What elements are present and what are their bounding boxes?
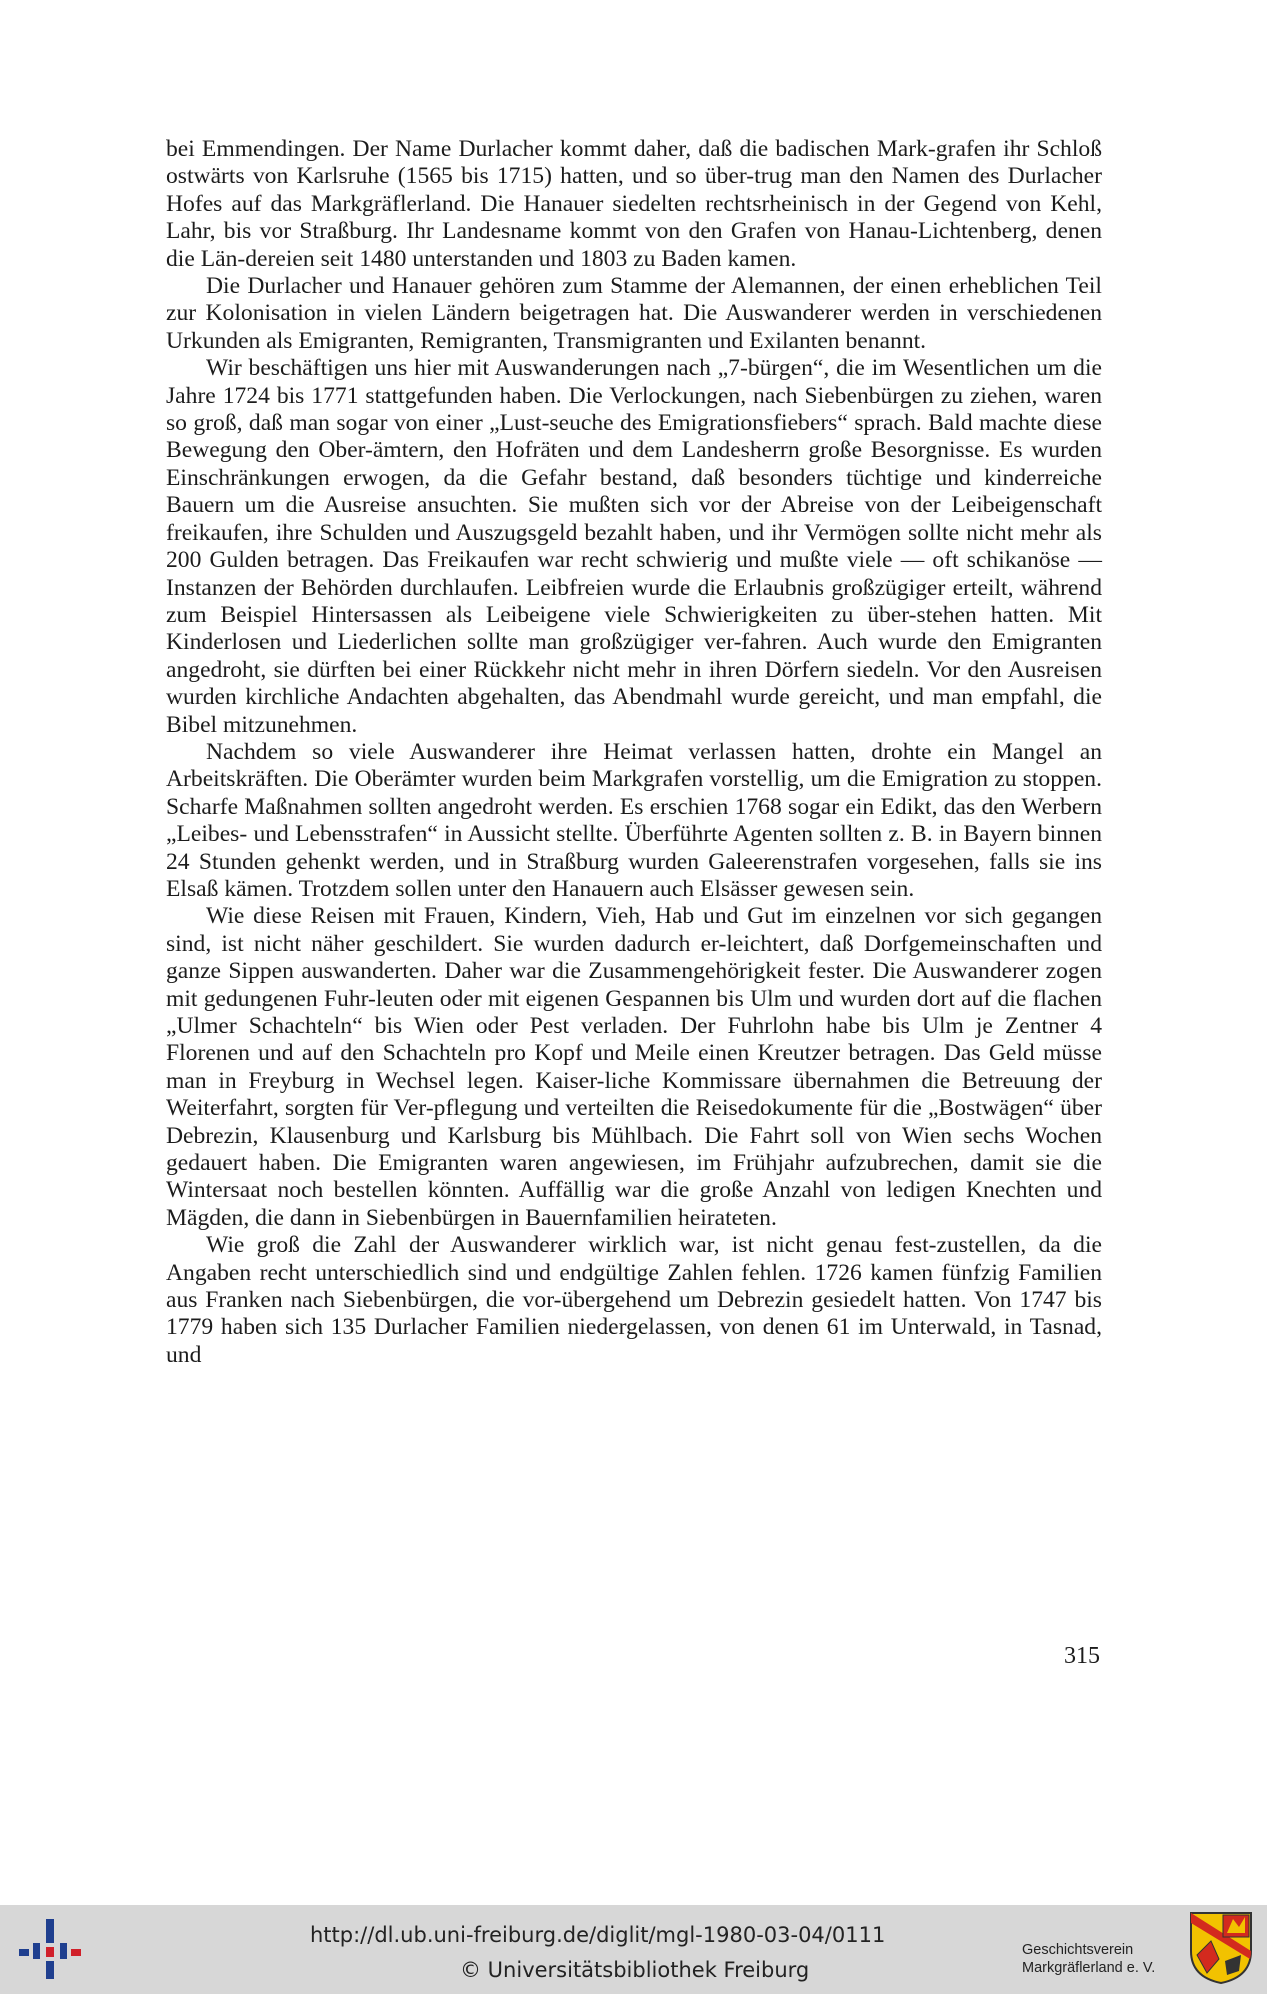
paragraph-6: Wie groß die Zahl der Auswanderer wirklich war, ist nicht genau fest-zustellen, da die Angaben recht unterschiedlich sind und endgültige Zahlen fehlen. 1726 kamen fünfzig Familien aus Franken nach Siebenbürgen, die vor-übergehend um Debrezin gesiedelt hatten. Von 1747 bis 1779 haben sich 135 Durlacher Familien niedergelassen, von denen 61 im Unterwald, in Tasnad, und: [166, 1232, 1102, 1368]
society-name-line-1: Geschichtsverein: [1022, 1942, 1134, 1958]
paragraph-3: Wir beschäftigen uns hier mit Auswanderungen nach „7-bürgen“, die im Wesentlichen um die Jahre 1724 bis 1771 stattgefunden haben. Die Verlockungen, nach Siebenbürgen zu ziehen, waren so groß, daß man sogar von einer „Lust-seuche des Emigrationsfiebers“ sprach. Bald machte diese Bewegung den Ober-ämtern, den Hofräten und dem Landesherrn große Besorgnisse. Es wurden Einschränkungen erwogen, da die Gefahr bestand, daß besonders tüchtige und kinderreiche Bauern um die Ausreise ansuchten. Sie mußten sich vor der Abreise von der Leibeigenschaft freikaufen, ihre Schulden und Auszugsgeld bezahlt haben, und ihr Vermögen sollte nicht mehr als 200 Gulden betragen. Das Freikaufen war recht schwierig und mußte viele — oft schikanöse — Instanzen der Behörden durchlaufen. Leibfreien wurde die Erlaubnis großzügiger erteilt, während zum Beispiel Hintersassen als Leibeigene viele Schwierigkeiten zu über-stehen hatten. Mit Kinderlosen und Liederlichen sollte man großzügiger ver-fahren. Auch wurde den Emigranten angedroht, sie dürften bei einer Rückkehr nicht mehr in ihren Dörfern siedeln. Vor den Ausreisen wurden kirchliche Andachten abgehalten, das Abendmahl wurde gereicht, und man empfahl, die Bibel mitzunehmen.: [166, 355, 1102, 738]
footer-url-link[interactable]: http://dl.ub.uni-freiburg.de/diglit/mgl-1980-03-04/0111: [310, 1923, 886, 1947]
document-body: [166, 136, 1102, 1369]
society-name-line-2: Markgräflerland e. V.: [1022, 1960, 1156, 1976]
university-library-logo-icon[interactable]: [15, 1913, 85, 1983]
society-name: [1022, 1941, 1182, 1977]
paragraph-1: bei Emmendingen. Der Name Durlacher kommt daher, daß die badischen Mark-grafen ihr Schloß ostwärts von Karlsruhe (1565 bis 1715) hatten, und so über-trug man den Namen des Durlacher Hofes auf das Markgräflerland. Die Hanauer siedelten rechtsrheinisch in der Gegend von Kehl, Lahr, bis vor Straßburg. Ihr Landesname kommt von den Grafen von Hanau-Lichtenberg, denen die Län-dereien seit 1480 unterstanden und 1803 zu Baden kamen.: [166, 136, 1102, 272]
page-number: 315: [1064, 1643, 1100, 1669]
footer-copyright: © Universitätsbibliothek Freiburg: [460, 1958, 810, 1982]
paragraph-5: Wie diese Reisen mit Frauen, Kindern, Vieh, Hab und Gut im einzelnen vor sich gegangen sind, ist nicht näher geschildert. Sie wurden dadurch er-leichtert, daß Dorfgemeinschaften und ganze Sippen auswanderten. Daher war die Zusammengehörigkeit fester. Die Auswanderer zogen mit gedungenen Fuhr-leuten oder mit eigenen Gespannen bis Ulm und wurden dort auf die flachen „Ulmer Schachteln“ bis Wien oder Pest verladen. Der Fuhrlohn habe bis Ulm je Zentner 4 Florenen und auf den Schachteln pro Kopf und Meile einen Kreutzer betragen. Das Geld müsse man in Freyburg in Wechsel legen. Kaiser-liche Kommissare übernahmen die Betreuung der Weiterfahrt, sorgten für Ver-pflegung und verteilten die Reisedokumente für die „Bostwägen“ über Debrezin, Klausenburg und Karlsburg bis Mühlbach. Die Fahrt soll von Wien sechs Wochen gedauert haben. Die Emigranten waren angewiesen, im Frühjahr aufzubrechen, damit sie die Wintersaat noch bestellen könnten. Auffällig war die große Anzahl von ledigen Knechten und Mägden, die dann in Siebenbürgen in Bauernfamilien heirateten.: [166, 903, 1102, 1231]
coat-of-arms-icon[interactable]: [1189, 1911, 1253, 1985]
paragraph-2: Die Durlacher und Hanauer gehören zum Stamme der Alemannen, der einen erheblichen Teil zur Kolonisation in vielen Ländern beigetragen hat. Die Auswanderer werden in verschiedenen Urkunden als Emigranten, Remigranten, Transmigranten und Exilanten benannt.: [166, 273, 1102, 354]
paragraph-4: Nachdem so viele Auswanderer ihre Heimat verlassen hatten, drohte ein Mangel an Arbeitskräften. Die Oberämter wurden beim Markgrafen vorstellig, um die Emigration zu stoppen. Scharfe Maßnahmen sollten angedroht werden. Es erschien 1768 sogar ein Edikt, das den Werbern „Leibes- und Lebensstrafen“ in Aussicht stellte. Überführte Agenten sollten z. B. in Bayern binnen 24 Stunden gehenkt werden, und in Straßburg wurden Galeerenstrafen vorgesehen, falls sie ins Elsaß kämen. Trotzdem sollen unter den Hanauern auch Elsässer gewesen sein.: [166, 738, 1102, 902]
